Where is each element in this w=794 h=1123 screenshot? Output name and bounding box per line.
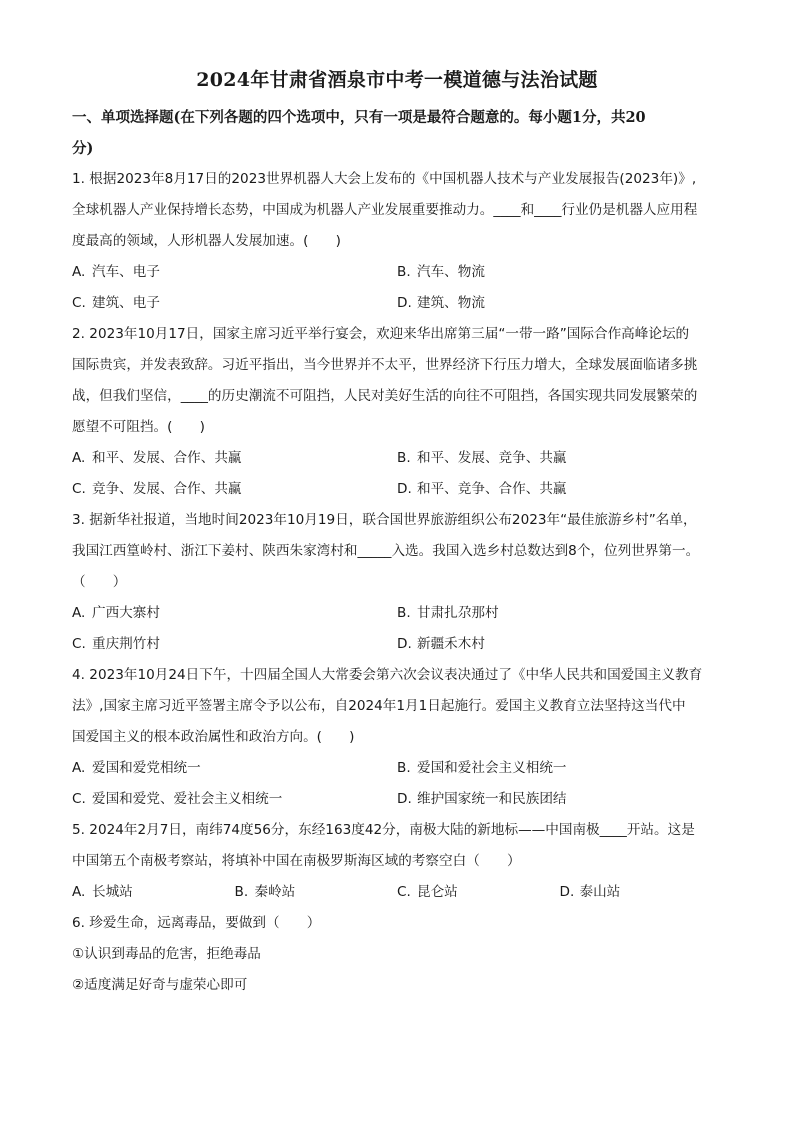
option-a[interactable] <box>72 443 397 474</box>
option-text: 和平、发展、合作、共赢 <box>92 450 242 466</box>
question-6 <box>72 908 722 1001</box>
option-text: 建筑、物流 <box>417 295 485 311</box>
option-list <box>72 257 722 319</box>
option-letter: B. <box>397 760 411 776</box>
option-letter: D. <box>397 295 412 311</box>
option-b[interactable] <box>397 598 722 629</box>
stem-line: 法》,国家主席习近平签署主席令予以公布，自2024年1月1日起施行。爱国主义教育立法坚持这当代中 <box>72 698 686 714</box>
option-text: 汽车、电子 <box>92 264 160 280</box>
option-text: 新疆禾木村 <box>417 636 485 652</box>
option-text: 爱国和爱社会主义相统一 <box>417 760 567 776</box>
option-b[interactable] <box>235 877 398 908</box>
exam-title: 2024年甘肃省酒泉市中考一模道德与法治试题 <box>196 69 598 91</box>
option-text: 和平、发展、竞争、共赢 <box>417 450 567 466</box>
question-stem <box>72 319 722 443</box>
question-stem <box>72 164 722 257</box>
stem-line: 度最高的领域，人形机器人发展加速。( ) <box>72 233 341 249</box>
stem-line: 3. 据新华社报道，当地时间2023年10月19日，联合国世界旅游组织公布2023年“最佳旅游乡村”名单， <box>72 512 697 528</box>
option-text: 重庆荆竹村 <box>92 636 160 652</box>
option-letter: D. <box>397 791 412 807</box>
stem-line: 全球机器人产业保持增长态势，中国成为机器人产业发展重要推动力。____和____行业仍是机器人应用程 <box>72 202 698 218</box>
question-1 <box>72 164 722 319</box>
option-text: 秦岭站 <box>254 884 296 900</box>
option-letter: C. <box>72 481 86 497</box>
exam-page <box>72 62 722 1001</box>
option-text: 建筑、电子 <box>92 295 160 311</box>
option-b[interactable] <box>397 753 722 784</box>
option-a[interactable] <box>72 753 397 784</box>
question-stem <box>72 660 722 753</box>
option-d[interactable] <box>397 288 722 319</box>
question-5 <box>72 815 722 908</box>
option-text: 广西大寨村 <box>92 605 160 621</box>
option-b[interactable] <box>397 443 722 474</box>
option-a[interactable] <box>72 257 397 288</box>
statement-1: ①认识到毒品的危害，拒绝毒品 <box>72 946 261 962</box>
option-letter: A. <box>72 450 86 466</box>
option-list <box>72 598 722 660</box>
stem-line: 中国第五个南极考察站，将填补中国在南极罗斯海区域的考察空白（ ） <box>72 853 521 869</box>
option-list <box>72 877 722 908</box>
option-list <box>72 443 722 505</box>
option-letter: C. <box>72 295 86 311</box>
option-text: 和平、竞争、合作、共赢 <box>417 481 567 497</box>
stem-line: （ ） <box>72 574 127 590</box>
stem-line: 5. 2024年2月7日，南纬74度56分，东经163度42分，南极大陆的新地标——中国南极____开站。这是 <box>72 822 695 838</box>
option-text: 维护国家统一和民族团结 <box>417 791 567 807</box>
stem-line: 国爱国主义的根本政治属性和政治方向。( ) <box>72 729 355 745</box>
statement-2: ②适度满足好奇与虚荣心即可 <box>72 977 248 993</box>
option-d[interactable] <box>397 474 722 505</box>
option-list <box>72 753 722 815</box>
option-c[interactable] <box>72 629 397 660</box>
option-letter: A. <box>72 884 86 900</box>
question-stem <box>72 815 722 877</box>
option-letter: B. <box>397 450 411 466</box>
stem-line: 1. 根据2023年8月17日的2023世界机器人大会上发布的《中国机器人技术与产业发展报告(2023年)》, <box>72 171 697 187</box>
option-letter: C. <box>72 791 86 807</box>
option-letter: A. <box>72 760 86 776</box>
option-d[interactable] <box>560 877 723 908</box>
option-text: 竞争、发展、合作、共赢 <box>92 481 242 497</box>
option-a[interactable] <box>72 877 235 908</box>
option-letter: B. <box>397 264 411 280</box>
option-letter: C. <box>397 884 411 900</box>
stem-line: 战，但我们坚信，____的历史潮流不可阻挡，人民对美好生活的向往不可阻挡，各国实现共同发展繁荣的 <box>72 388 698 404</box>
option-letter: A. <box>72 605 86 621</box>
option-d[interactable] <box>397 784 722 815</box>
option-text: 长城站 <box>92 884 133 900</box>
option-letter: D. <box>397 481 412 497</box>
option-c[interactable] <box>72 288 397 319</box>
option-c[interactable] <box>72 784 397 815</box>
stem-line: 国际贵宾，并发表致辞。习近平指出，当今世界并不太平，世界经济下行压力增大，全球发展面临诸多挑 <box>72 357 698 373</box>
option-letter: D. <box>559 884 575 900</box>
section-heading-line: 分) <box>72 140 94 157</box>
question-stem <box>72 505 722 598</box>
question-2 <box>72 319 722 505</box>
option-text: 爱国和爱党、爱社会主义相统一 <box>92 791 283 807</box>
option-text: 汽车、物流 <box>417 264 485 280</box>
option-letter: B. <box>234 884 249 900</box>
option-c[interactable] <box>397 877 560 908</box>
question-4 <box>72 660 722 815</box>
option-b[interactable] <box>397 257 722 288</box>
question-3 <box>72 505 722 660</box>
option-text: 爱国和爱党相统一 <box>92 760 201 776</box>
option-a[interactable] <box>72 598 397 629</box>
option-d[interactable] <box>397 629 722 660</box>
option-letter: D. <box>397 636 412 652</box>
option-text: 泰山站 <box>579 884 621 900</box>
option-text: 昆仑站 <box>417 884 458 900</box>
option-letter: A. <box>72 264 86 280</box>
section-heading-line: 一、单项选择题(在下列各题的四个选项中，只有一项是最符合题意的。每小题1分，共20 <box>72 109 646 126</box>
option-letter: B. <box>397 605 411 621</box>
stem-line: 2. 2023年10月17日，国家主席习近平举行宴会，欢迎来华出席第三届“一带一路”国际合作高峰论坛的 <box>72 326 690 342</box>
option-text: 甘肃扎尕那村 <box>417 605 499 621</box>
stem-line: 愿望不可阻挡。( ) <box>72 419 205 435</box>
stem-line: 我国江西篁岭村、浙江下姜村、陕西朱家湾村和_____入选。我国入选乡村总数达到8个，位列世界第一。 <box>72 543 700 559</box>
stem-line: 6. 珍爱生命，远离毒品，要做到（ ） <box>72 915 321 931</box>
stem-line: 4. 2023年10月24日下午，十四届全国人大常委会第六次会议表决通过了《中华人民共和国爱国主义教育 <box>72 667 703 683</box>
section-heading <box>72 102 722 164</box>
option-c[interactable] <box>72 474 397 505</box>
question-stem <box>72 908 722 939</box>
option-letter: C. <box>72 636 86 652</box>
